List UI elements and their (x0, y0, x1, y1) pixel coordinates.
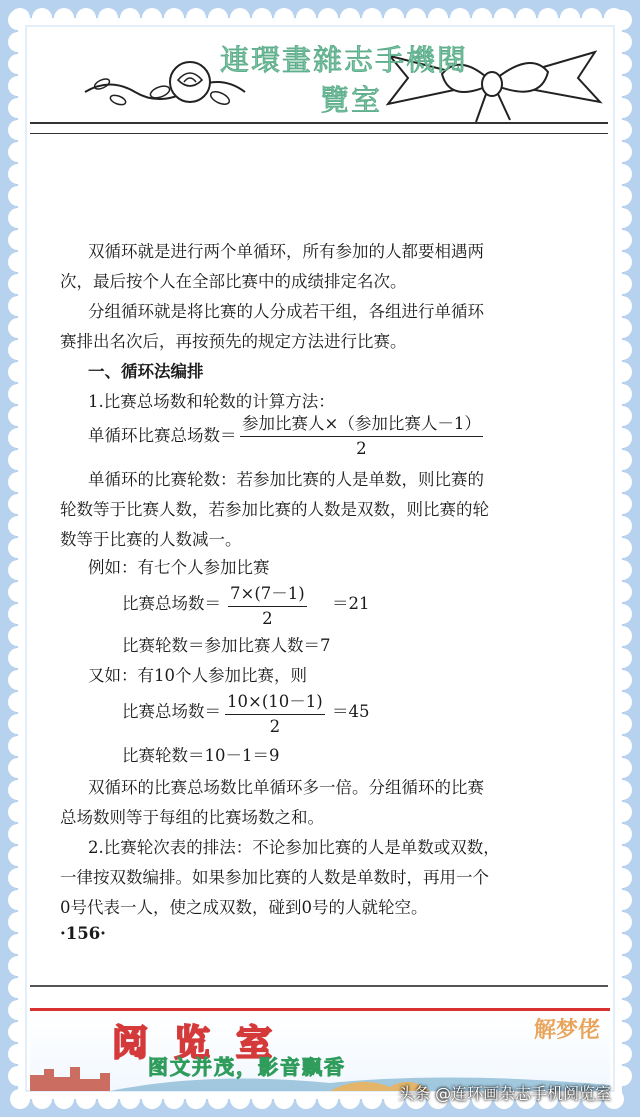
scallop-edge (612, 450, 632, 470)
scallop-edge (612, 736, 632, 756)
scallop-edge (612, 428, 632, 448)
scallop-edge (612, 384, 632, 404)
header-title-line2: 覽室 (320, 83, 383, 117)
site-badge: 解梦佬 (533, 1018, 600, 1043)
formula-numerator: 10×(10－1) (225, 688, 325, 715)
scallop-edge (8, 516, 28, 536)
scallop-edge (8, 1022, 28, 1042)
scallop-edge (494, 8, 514, 28)
scallop-edge (612, 252, 632, 272)
formula-line: 比赛轮数＝10－1＝9 (122, 746, 280, 765)
scallop-edge (612, 54, 632, 74)
formula-label: 单循环比赛总场数＝ (88, 426, 237, 445)
scallop-edge (164, 8, 184, 28)
paragraph-line: 双循环就是进行两个单循环，所有参加的人都要相遇两 (88, 242, 484, 261)
scallop-edge (612, 406, 632, 426)
scallop-edge (318, 1089, 338, 1109)
scallop-edge (428, 8, 448, 28)
scallop-edge (208, 8, 228, 28)
formula-fraction (228, 580, 307, 628)
scallop-edge (8, 428, 28, 448)
scallop-edge (612, 10, 632, 30)
scallop-edge (8, 714, 28, 734)
magazine-header (30, 30, 610, 125)
scallop-edge (384, 8, 404, 28)
scallop-edge (8, 208, 28, 228)
scallop-edge (8, 252, 28, 272)
formula-fraction (240, 410, 483, 458)
scallop-edge (612, 956, 632, 976)
scallop-edge (612, 76, 632, 96)
scallop-edge (8, 10, 28, 30)
scallop-edge (8, 54, 28, 74)
scallop-edge (362, 8, 382, 28)
scallop-edge (8, 824, 28, 844)
scallop-edge (8, 890, 28, 910)
scallop-edge (8, 472, 28, 492)
scallop-edge (8, 384, 28, 404)
scallop-edge (76, 1089, 96, 1109)
scallop-edge (8, 582, 28, 602)
scallop-edge (612, 868, 632, 888)
scallop-edge (340, 8, 360, 28)
formula-label: 比赛总场数＝ (122, 594, 221, 613)
scallop-edge (612, 472, 632, 492)
scallop-edge (612, 98, 632, 118)
scallop-edge (54, 1089, 74, 1109)
scallop-edge (612, 934, 632, 954)
paragraph-line: 总场数则等于每组的比赛场数之和。 (60, 808, 324, 827)
scallop-edge (230, 8, 250, 28)
scallop-edge (516, 8, 536, 28)
formula-label: 比赛总场数＝ (122, 702, 221, 721)
scallop-edge (472, 8, 492, 28)
scallop-edge (8, 494, 28, 514)
scallop-edge (362, 1089, 382, 1109)
formula-denominator: 2 (269, 717, 281, 736)
scallop-edge (8, 274, 28, 294)
scallop-edge (8, 846, 28, 866)
paragraph-line: 双循环的比赛总场数比单循环多一倍。分组循环的比赛 (88, 778, 484, 797)
scallop-edge (142, 1089, 162, 1109)
subheading: 1.比赛总场数和轮数的计算方法： (88, 392, 335, 411)
reading-room-banner (30, 1008, 610, 1091)
paragraph-line: 2.比赛轮次表的排法：不论参加比赛的人是单数或双数， (88, 838, 500, 857)
formula-result: ＝21 (332, 594, 370, 613)
scallop-edge (8, 802, 28, 822)
banner-title: 阅览室 (112, 1023, 299, 1064)
formula-numerator: 7×(7－1) (228, 580, 307, 607)
scallop-edge (296, 1089, 316, 1109)
scallop-edge (208, 1089, 228, 1109)
scallop-edge (8, 76, 28, 96)
footer-divider (30, 985, 608, 987)
scallop-edge (8, 692, 28, 712)
scallop-edge (450, 8, 470, 28)
scallop-edge (612, 208, 632, 228)
scallop-edge (538, 8, 558, 28)
scallop-edge (8, 450, 28, 470)
scallop-edge (8, 956, 28, 976)
scallop-edge (98, 8, 118, 28)
paragraph-line: 单循环的比赛轮数：若参加比赛的人是单数，则比赛的 (88, 470, 484, 489)
paragraph-line: 轮数等于比赛人数，若参加比赛的人数是双数，则比赛的轮 (60, 500, 489, 519)
scallop-edge (120, 8, 140, 28)
scallop-edge (612, 560, 632, 580)
scallop-edge (612, 32, 632, 52)
scallop-edge (8, 758, 28, 778)
scallop-edge (164, 1089, 184, 1109)
scallop-edge (612, 890, 632, 910)
section-heading: 一、循环法编排 (88, 362, 204, 381)
scallop-edge (612, 362, 632, 382)
scallop-edge (8, 142, 28, 162)
scallop-edge (612, 1000, 632, 1020)
scallop-edge (612, 318, 632, 338)
scallop-edge (560, 8, 580, 28)
formula-fraction (225, 688, 325, 736)
scallop-edge (8, 626, 28, 646)
scallop-edge (8, 296, 28, 316)
scallop-edge (612, 604, 632, 624)
scallop-edge (612, 780, 632, 800)
banner-subtitle: 图文并茂，影音飘香 (148, 1055, 346, 1079)
scallop-edge (612, 846, 632, 866)
scallop-edge (612, 692, 632, 712)
formula-result: ＝45 (332, 702, 370, 721)
scallop-edge (8, 1000, 28, 1020)
header-title-line1: 連環畫雜志手機閱 (220, 43, 469, 77)
scallop-edge (406, 8, 426, 28)
page-number: ·156· (60, 924, 106, 943)
scallop-edge (612, 758, 632, 778)
scallop-edge (8, 538, 28, 558)
scallop-edge (98, 1089, 118, 1109)
scallop-edge (186, 1089, 206, 1109)
header-divider-thin (30, 133, 608, 134)
formula-numerator: 参加比赛人×（参加比赛人－1） (240, 410, 483, 437)
scallop-edge (8, 912, 28, 932)
scallop-edge (612, 714, 632, 734)
scallop-edge (8, 1044, 28, 1064)
paragraph-line: 赛排出名次后，再按预先的规定方法进行比赛。 (60, 332, 407, 351)
scallop-edge (8, 186, 28, 206)
formula-denominator: 2 (356, 439, 367, 458)
example-intro: 又如：有10个人参加比赛，则 (88, 666, 307, 685)
scallop-edge (8, 780, 28, 800)
scallop-edge (8, 120, 28, 140)
scallop-edge (8, 1066, 28, 1086)
scallop-edge (8, 868, 28, 888)
formula-denominator: 2 (262, 609, 273, 628)
scallop-edge (32, 8, 52, 28)
scallop-edge (612, 120, 632, 140)
scallop-edge (8, 318, 28, 338)
scallop-edge (612, 978, 632, 998)
paragraph-line: 一律按双数编排。如果参加比赛的人数是单数时，再用一个 (60, 868, 489, 887)
scallop-edge (274, 8, 294, 28)
scallop-edge (612, 626, 632, 646)
scallop-edge (54, 8, 74, 28)
scallop-edge (8, 406, 28, 426)
formula-line: 比赛轮数＝参加比赛人数＝7 (122, 636, 331, 655)
scallop-edge (612, 582, 632, 602)
scallop-edge (612, 1066, 632, 1086)
paragraph-line: 0号代表一人，使之成双数，碰到0号的人就轮空。 (60, 898, 428, 917)
scallop-edge (318, 8, 338, 28)
scallop-edge (612, 824, 632, 844)
example-intro: 例如：有七个人参加比赛 (88, 558, 270, 577)
scallop-edge (274, 1089, 294, 1109)
scallop-edge (8, 648, 28, 668)
scallop-edge (8, 164, 28, 184)
scallop-edge (612, 1044, 632, 1064)
scallop-edge (142, 8, 162, 28)
scallop-edge (612, 296, 632, 316)
scallop-edge (8, 340, 28, 360)
header-divider (30, 122, 608, 124)
scallop-edge (582, 8, 602, 28)
scallop-edge (612, 516, 632, 536)
scallop-edge (252, 1089, 272, 1109)
scallop-edge (32, 1089, 52, 1109)
scallop-edge (8, 98, 28, 118)
scallop-edge (612, 230, 632, 250)
scallop-edge (8, 736, 28, 756)
scallop-edge (612, 142, 632, 162)
scallop-edge (252, 8, 272, 28)
scallop-edge (296, 8, 316, 28)
scallop-edge (612, 670, 632, 690)
source-watermark: 头条 @连环画杂志手机阅览室 (398, 1084, 612, 1103)
scallop-edge (340, 1089, 360, 1109)
scallop-edge (8, 934, 28, 954)
scallop-edge (612, 1022, 632, 1042)
scallop-edge (120, 1089, 140, 1109)
scallop-edge (612, 912, 632, 932)
scallop-edge (8, 604, 28, 624)
scallop-edge (612, 538, 632, 558)
scallop-edge (612, 494, 632, 514)
scallop-edge (612, 648, 632, 668)
scallop-edge (612, 186, 632, 206)
scallop-edge (8, 560, 28, 580)
scallop-edge (10, 1089, 30, 1109)
scallop-edge (8, 230, 28, 250)
scallop-edge (8, 362, 28, 382)
scallop-edge (612, 274, 632, 294)
scallop-edge (76, 8, 96, 28)
scallop-edge (612, 164, 632, 184)
scallop-edge (8, 32, 28, 52)
scallop-edge (8, 670, 28, 690)
scallop-edge (8, 978, 28, 998)
paragraph-line: 数等于比赛的人数减一。 (60, 530, 242, 549)
scallop-edge (612, 340, 632, 360)
scallop-edge (186, 8, 206, 28)
paragraph-line: 分组循环就是将比赛的人分成若干组，各组进行单循环 (88, 302, 484, 321)
paragraph-line: 次，最后按个人在全部比赛中的成绩排定名次。 (60, 272, 407, 291)
scallop-edge (612, 802, 632, 822)
scallop-edge (230, 1089, 250, 1109)
